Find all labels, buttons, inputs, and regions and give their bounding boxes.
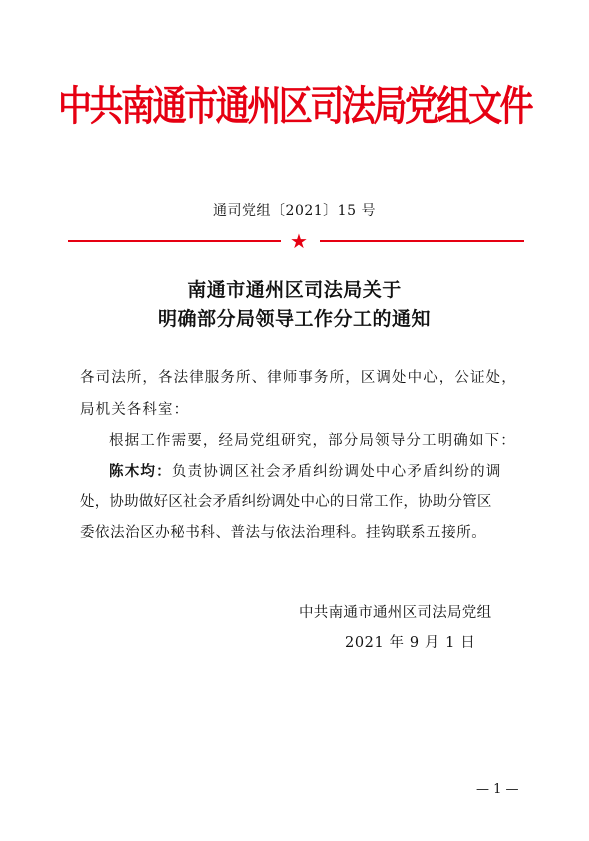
duty-paragraph-line-2: 处，协助做好区社会矛盾纠纷调处中心的日常工作，协助分管区 [80,494,492,510]
signature-date: 2021 年 9 月 1 日 [345,635,476,651]
red-rule-right [320,240,524,242]
signature-organization: 中共南通市通州区司法局党组 [299,605,492,621]
page-number: — 1 — [476,782,519,797]
duty-text-1: 负责协调区社会矛盾纠纷调处中心矛盾纠纷的调 [171,464,502,480]
intro-paragraph: 根据工作需要，经局党组研究，部分局领导分工明确如下： [109,433,516,449]
duty-paragraph-line-1 [109,462,549,482]
red-rule-left [68,240,281,242]
recipients-line-1: 各司法所，各法律服务所、律师事务所，区调处中心，公证处， [80,370,517,386]
person-name: 陈木均： [109,463,172,480]
recipients-line-2: 局机关各科室： [80,402,190,418]
document-number: 通司党组〔2021〕15 号 [213,203,376,219]
document-title-line-2: 明确部分局领导工作分工的通知 [157,308,431,330]
masthead-title: 中共南通市通州区司法局党组文件 [57,82,532,130]
document-title-line-1: 南通市通州区司法局关于 [187,279,402,301]
star-icon: ★ [290,229,308,253]
duty-paragraph-line-3: 委依法治区办秘书科、普法与依法治理科。挂钩联系五接所。 [80,525,487,541]
